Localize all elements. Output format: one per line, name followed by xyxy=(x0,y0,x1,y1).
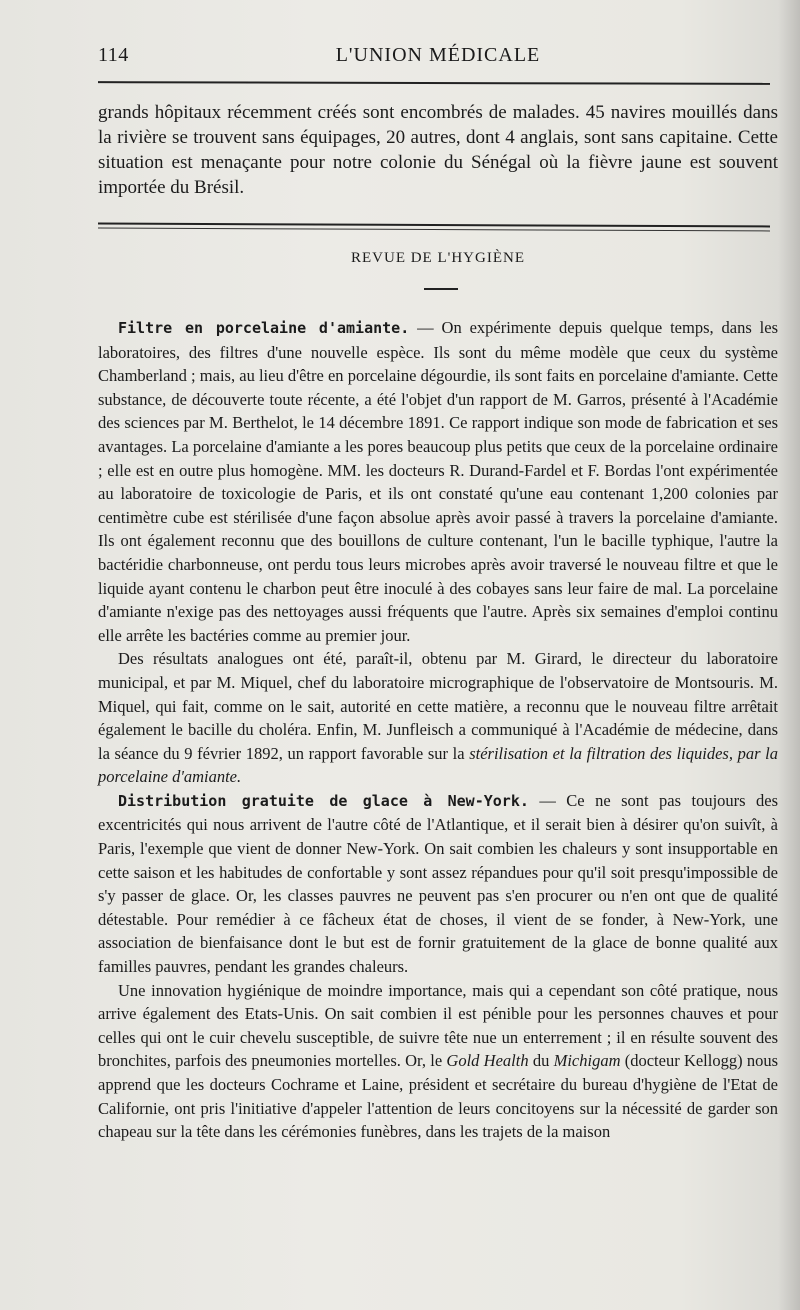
article-text: du xyxy=(532,1051,550,1071)
running-header xyxy=(98,44,778,74)
article-text: — On expérimente depuis quelque temps, dans les laboratoires, des filtres d'une nouvelle espèce. Ils sont du même modèle que ceux du système Chamberland ; mais, au lieu d'être en porcelaine dégourdie, ils sont faits en porcelaine d'amiante. Cette substance, de découverte toute récente, a été l'objet d'un rapport de M. Garros, présenté à l'Académie des sciences par M. Berthelot, le 14 décembre 1891. Ce rapport indique son mode de fabrication et ses avantages. La porcelaine d'amiante a les pores beaucoup plus petits que ceux de la porcelaine ordinaire ; elle est en outre plus homogène. MM. les docteurs R. Durand-Fardel et F. Bordas l'ont expérimentée au laboratoire de toxicologie de Paris, et ils ont constaté qu'une eau contenant 1,200 colonies par centimètre cube est stérilisée d'une façon absolue après avoir passé à travers la porcelaine d'amiante. Ils ont également reconnu que des bouillons de culture contenant, l'un le bacille typhique, l'autre la bactéridie charbonneuse, ont perdu tous leurs microbes après avoir traversé le nouveau filtre et que le liquide ayant contenu le charbon peut être inoculé à des cobayes sans leur faire de mal. La porcelaine d'amiante n'exige pas des nettoyages aussi fréquents que l'autre. Après six semaines d'emploi continu elle arrête les bactéries comme au premier jour. xyxy=(98,318,778,645)
article-text: (docteur Kellogg) nous apprend que les docteurs Cochrame et Laine, président et secrétaire du bureau d'hygiène de l'Etat de Californie, ont pris l'initiative d'appeler l'attention de leurs concitoyens sur la nécessité de garder son chapeau sur la tête dans les cérémonies funèbres, dans les trajets de la maison xyxy=(98,1051,779,1142)
article-text: — Ce ne sont pas toujours des excentricités qui nous arrivent de l'autre côté de l'Atlantique, et il serait bien à désirer qu'on suivît, à Paris, l'exemple que vient de donner New-York. On sait combien les chaleurs y sont insupportable en cette saison et les habitudes de confortable y sont assez répandues pour qu'il soit presqu'impossible de s'y passer de glace. Or, les classes pauvres ne peuvent pas s'en procurer ou n'en ont que de qualité détestable. Pour remédier à ce fâcheux état de choses, il vient de se fonder, à New-York, une association de bienfaisance dont le but est de fornir gratuitement de la glace de bonne qualité aux familles pauvres, pendant les grandes chaleurs. xyxy=(98,790,779,977)
italic-title: Gold Health xyxy=(446,1051,529,1071)
title-rule xyxy=(424,288,458,290)
article-paragraph xyxy=(98,647,778,789)
article-text: Des résultats analogues ont été, paraît-il, obtenu par M. Girard, le directeur du laboratoire municipal, et par M. Miquel, chef du laboratoire micrographique de l'observatoire de Montsouris. M. Miquel, qui fait, comme on le sait, autorité en cette matière, a reconnu que le nouveau filtre arrêtait également le bacille du choléra. Enfin, M. Junfleisch a communiqué à l'Académie de médecine, dans la séance du 9 février 1892, un rapport favorable sur la xyxy=(98,649,778,763)
article-paragraph xyxy=(98,789,778,979)
article-paragraph xyxy=(98,316,778,647)
header-rule xyxy=(98,81,770,85)
italic-title: Michigam xyxy=(553,1051,621,1071)
article-heading: Distribution gratuite de glace à New-York. xyxy=(118,791,529,810)
article-heading: Filtre en porcelaine d'amiante. xyxy=(118,319,410,337)
article-body xyxy=(98,316,778,1144)
section-separator xyxy=(98,223,770,232)
italic-title: stérilisation et la filtration des liquides, par la porcelaine d'amiante. xyxy=(98,743,778,787)
article-text: Une innovation hygiénique de moindre importance, mais qui a cependant son côté pratique, nous arrive également des Etats-Unis. On sait combien il est pénible pour les personnes chauves et pour celles qui ont le cuir chevelu susceptible, de suivre tête nue un enterrement ; il en résulte souvent des bronchites, parfois des pneumonies mortelles. Or, le xyxy=(98,980,778,1071)
page-edge-shadow xyxy=(778,0,800,1310)
continuation-paragraph: grands hôpitaux récemment créés sont encombrés de malades. 45 navires mouillés dans la rivière se trouvent sans équipages, 20 autres, dont 4 anglais, sont sans capitaine. Cette situation est menaçante pour notre colonie du Sénégal où la fièvre jaune est souvent importée du Brésil. xyxy=(98,102,778,198)
section-title: REVUE DE L'HYGIÈNE xyxy=(350,250,525,266)
running-title: L'UNION MÉDICALE xyxy=(335,44,541,66)
article-paragraph xyxy=(98,979,778,1144)
page-number: 114 xyxy=(98,44,129,66)
